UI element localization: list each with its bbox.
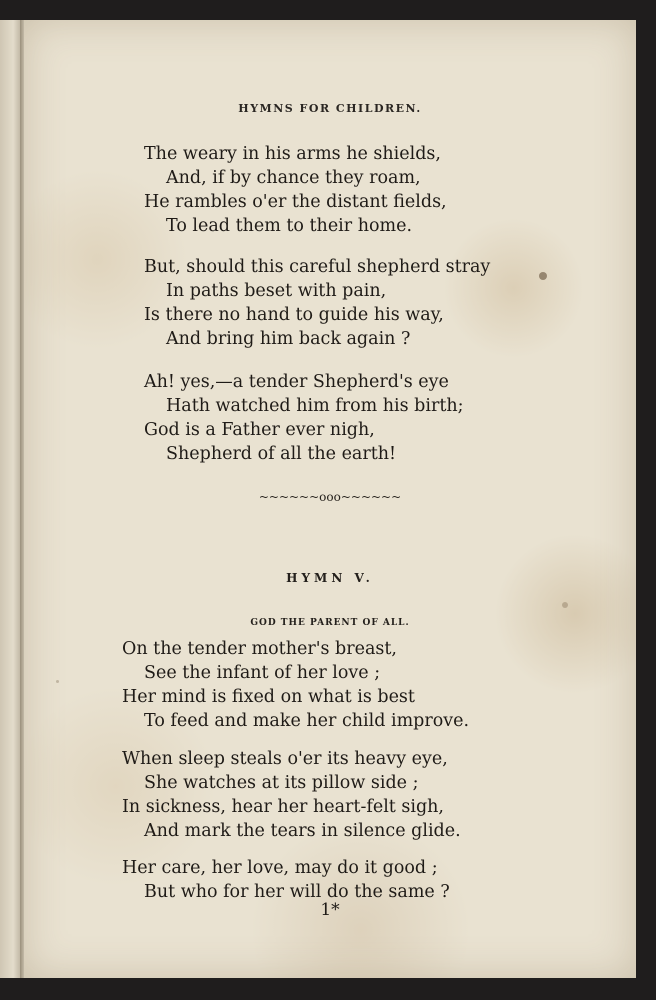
verse-line: When sleep steals o'er its heavy eye,	[122, 749, 448, 769]
foxing-spot	[56, 680, 59, 683]
left-page-edge	[0, 20, 22, 978]
verse-line: In paths beset with pain,	[166, 281, 387, 301]
verse-line: Her mind is fixed on what is best	[122, 687, 415, 707]
book-page	[24, 20, 636, 978]
verse-line: The weary in his arms he shields,	[144, 144, 441, 164]
verse-line: And mark the tears in silence glide.	[144, 821, 461, 841]
verse-line: Shepherd of all the earth!	[166, 444, 397, 464]
verse-line: She watches at its pillow side ;	[144, 773, 419, 793]
verse-line: On the tender mother's breast,	[122, 639, 397, 659]
stanza-5	[122, 747, 461, 843]
verse-line: But who for her will do the same ?	[144, 882, 450, 902]
verse-line: And bring him back again ?	[166, 329, 411, 349]
hymn-title: HYMN V.	[286, 571, 374, 585]
verse-line: He rambles o'er the distant fields,	[144, 192, 447, 212]
hymn-subtitle: GOD THE PARENT OF ALL.	[250, 618, 410, 628]
running-head: HYMNS FOR CHILDREN.	[238, 102, 422, 115]
stanza-3	[144, 370, 464, 466]
verse-line: Is there no hand to guide his way,	[144, 305, 444, 325]
foxing-spot	[562, 602, 568, 608]
stanza-6	[122, 856, 450, 904]
verse-line: To lead them to their home.	[166, 216, 413, 236]
stanza-2	[144, 255, 490, 351]
verse-line: Ah! yes,—a tender Shepherd's eye	[144, 372, 449, 392]
verse-line: Hath watched him from his birth;	[166, 396, 464, 416]
foxing-spot	[539, 272, 547, 280]
verse-line: See the infant of her love ;	[144, 663, 381, 683]
stanza-4	[122, 637, 469, 733]
stanza-1	[144, 142, 447, 238]
signature-mark: 1*	[320, 900, 340, 920]
verse-line: In sickness, hear her heart-felt sigh,	[122, 797, 444, 817]
verse-line: Her care, her love, may do it good ;	[122, 858, 438, 878]
verse-line: But, should this careful shepherd stray	[144, 257, 491, 277]
verse-line: And, if by chance they roam,	[166, 168, 421, 188]
verse-line: To feed and make her child improve.	[144, 711, 470, 731]
ornament-divider: ~~~~~~ooo~~~~~~	[258, 490, 402, 504]
verse-line: God is a Father ever nigh,	[144, 420, 375, 440]
